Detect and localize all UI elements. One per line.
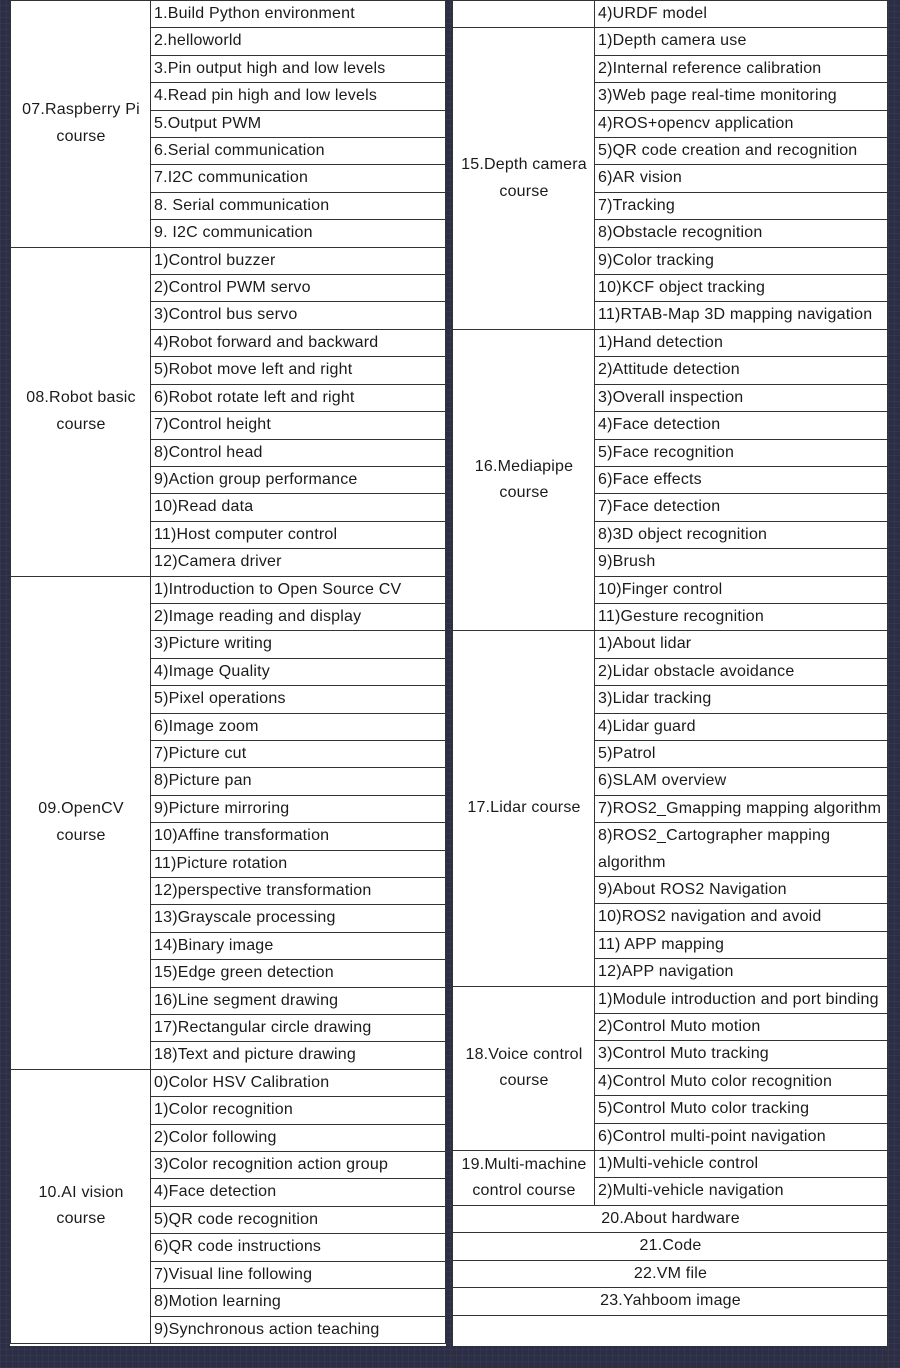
- course-item: 5)QR code creation and recognition: [595, 138, 888, 165]
- course-item: 5)QR code recognition: [151, 1206, 446, 1233]
- course-item: 15)Edge green detection: [151, 960, 446, 987]
- course-item: 7)Tracking: [595, 192, 888, 219]
- course-category: 08.Robot basic course: [11, 247, 151, 576]
- course-item: 2.helloworld: [151, 28, 446, 55]
- course-item: 8)Obstacle recognition: [595, 220, 888, 247]
- course-category: 15.Depth camera course: [453, 28, 595, 329]
- course-item: 13)Grayscale processing: [151, 905, 446, 932]
- course-item: 11)Host computer control: [151, 521, 446, 548]
- course-item: 2)Color following: [151, 1124, 446, 1151]
- left-course-table-panel: [10, 0, 446, 1346]
- course-item: 12)Camera driver: [151, 549, 446, 576]
- course-item: 3)Control bus servo: [151, 302, 446, 329]
- course-item: 3)Web page real-time monitoring: [595, 83, 888, 110]
- course-item: 11)Picture rotation: [151, 850, 446, 877]
- course-item: 4)Lidar guard: [595, 713, 888, 740]
- course-item: 9)Color tracking: [595, 247, 888, 274]
- footer-item: 20.About hardware: [453, 1205, 888, 1232]
- course-item: 1.Build Python environment: [151, 1, 446, 28]
- table-row: [453, 1151, 888, 1178]
- course-item: 10)ROS2 navigation and avoid: [595, 904, 888, 931]
- course-item: 10)KCF object tracking: [595, 275, 888, 302]
- course-item: 6)AR vision: [595, 165, 888, 192]
- course-item: 10)Read data: [151, 494, 446, 521]
- course-item: 5)Patrol: [595, 740, 888, 767]
- table-row: [453, 1288, 888, 1315]
- table-row: [453, 1205, 888, 1232]
- course-item: 6)QR code instructions: [151, 1234, 446, 1261]
- course-category: 07.Raspberry Pi course: [11, 1, 151, 248]
- course-item: 9)Synchronous action teaching: [151, 1316, 446, 1343]
- empty-cell: [453, 1315, 888, 1367]
- course-category: 19.Multi-machine control course: [453, 1151, 595, 1206]
- course-item: 9)Brush: [595, 549, 888, 576]
- course-item: 10)Affine transformation: [151, 823, 446, 850]
- table-row: [11, 576, 446, 603]
- table-row-empty: [453, 1315, 888, 1367]
- course-item: 2)Control PWM servo: [151, 275, 446, 302]
- course-item: 1)Color recognition: [151, 1097, 446, 1124]
- course-item: 6.Serial communication: [151, 138, 446, 165]
- course-item: 7)ROS2_Gmapping mapping algorithm: [595, 795, 888, 822]
- course-category: 10.AI vision course: [11, 1069, 151, 1343]
- course-item: 14)Binary image: [151, 932, 446, 959]
- course-item: 4.Read pin high and low levels: [151, 83, 446, 110]
- course-item: 17)Rectangular circle drawing: [151, 1015, 446, 1042]
- course-item: 3.Pin output high and low levels: [151, 55, 446, 82]
- course-item: 3)Overall inspection: [595, 384, 888, 411]
- course-item: 4)URDF model: [595, 1, 888, 28]
- table-row: [453, 28, 888, 55]
- table-row: [453, 1233, 888, 1260]
- course-item: 11)Gesture recognition: [595, 603, 888, 630]
- course-item: 8)ROS2_Cartographer mapping algorithm: [595, 823, 888, 877]
- footer-item: 23.Yahboom image: [453, 1288, 888, 1315]
- course-item: 18)Text and picture drawing: [151, 1042, 446, 1069]
- left-course-table: [10, 0, 446, 1344]
- table-row: [11, 1, 446, 28]
- footer-item: 21.Code: [453, 1233, 888, 1260]
- course-item: 9)Picture mirroring: [151, 795, 446, 822]
- course-item: 2)Control Muto motion: [595, 1014, 888, 1041]
- course-item: 16)Line segment drawing: [151, 987, 446, 1014]
- course-item: 4)Robot forward and backward: [151, 329, 446, 356]
- course-item: 2)Lidar obstacle avoidance: [595, 658, 888, 685]
- course-item: 6)Image zoom: [151, 713, 446, 740]
- table-row: [453, 1260, 888, 1287]
- course-item: 4)Face detection: [151, 1179, 446, 1206]
- course-item: 4)Image Quality: [151, 658, 446, 685]
- course-item: 6)SLAM overview: [595, 768, 888, 795]
- course-category: 09.OpenCV course: [11, 576, 151, 1069]
- course-item: 10)Finger control: [595, 576, 888, 603]
- course-category: 18.Voice control course: [453, 986, 595, 1150]
- course-item: 8. Serial communication: [151, 192, 446, 219]
- course-item: 5)Face recognition: [595, 439, 888, 466]
- right-course-table: [452, 0, 888, 1368]
- course-item: 9)Action group performance: [151, 466, 446, 493]
- course-item: 12)perspective transformation: [151, 878, 446, 905]
- course-item: 9. I2C communication: [151, 220, 446, 247]
- table-row: [453, 1, 888, 28]
- table-row: [11, 247, 446, 274]
- course-item: 5)Pixel operations: [151, 686, 446, 713]
- course-item: 1)Multi-vehicle control: [595, 1151, 888, 1178]
- course-item: 1)Control buzzer: [151, 247, 446, 274]
- course-item: 1)Depth camera use: [595, 28, 888, 55]
- footer-item: 22.VM file: [453, 1260, 888, 1287]
- course-item: 2)Attitude detection: [595, 357, 888, 384]
- course-item: 7)Control height: [151, 412, 446, 439]
- course-category: 17.Lidar course: [453, 631, 595, 986]
- course-item: 7.I2C communication: [151, 165, 446, 192]
- course-item: 9)About ROS2 Navigation: [595, 877, 888, 904]
- course-item: 6)Robot rotate left and right: [151, 384, 446, 411]
- course-item: 8)Picture pan: [151, 768, 446, 795]
- course-item: 6)Face effects: [595, 466, 888, 493]
- course-item: 1)Hand detection: [595, 329, 888, 356]
- course-item: 8)Motion learning: [151, 1289, 446, 1316]
- table-row: [453, 329, 888, 356]
- course-item: 1)Module introduction and port binding: [595, 986, 888, 1013]
- course-item: 12)APP navigation: [595, 959, 888, 986]
- course-item: 3)Color recognition action group: [151, 1152, 446, 1179]
- course-item: 1)Introduction to Open Source CV: [151, 576, 446, 603]
- course-item: 4)ROS+opencv application: [595, 110, 888, 137]
- course-item: 3)Control Muto tracking: [595, 1041, 888, 1068]
- course-item: 7)Face detection: [595, 494, 888, 521]
- course-item: 0)Color HSV Calibration: [151, 1069, 446, 1096]
- course-item: 7)Picture cut: [151, 740, 446, 767]
- table-row: [453, 631, 888, 658]
- course-category: 16.Mediapipe course: [453, 329, 595, 630]
- right-course-table-panel: [452, 0, 888, 1346]
- course-item: 8)3D object recognition: [595, 521, 888, 548]
- course-item: 5.Output PWM: [151, 110, 446, 137]
- course-item: 5)Control Muto color tracking: [595, 1096, 888, 1123]
- course-item: 6)Control multi-point navigation: [595, 1123, 888, 1150]
- course-item: 2)Multi-vehicle navigation: [595, 1178, 888, 1205]
- course-item: 4)Control Muto color recognition: [595, 1068, 888, 1095]
- course-item: 1)About lidar: [595, 631, 888, 658]
- course-item: 3)Picture writing: [151, 631, 446, 658]
- course-item: 5)Robot move left and right: [151, 357, 446, 384]
- course-item: 7)Visual line following: [151, 1261, 446, 1288]
- course-item: 4)Face detection: [595, 412, 888, 439]
- course-item: 2)Image reading and display: [151, 603, 446, 630]
- empty-cell: [453, 1, 595, 28]
- table-row: [11, 1069, 446, 1096]
- course-item: 2)Internal reference calibration: [595, 55, 888, 82]
- course-item: 8)Control head: [151, 439, 446, 466]
- course-item: 11)RTAB-Map 3D mapping navigation: [595, 302, 888, 329]
- course-item: 3)Lidar tracking: [595, 686, 888, 713]
- course-item: 11) APP mapping: [595, 931, 888, 958]
